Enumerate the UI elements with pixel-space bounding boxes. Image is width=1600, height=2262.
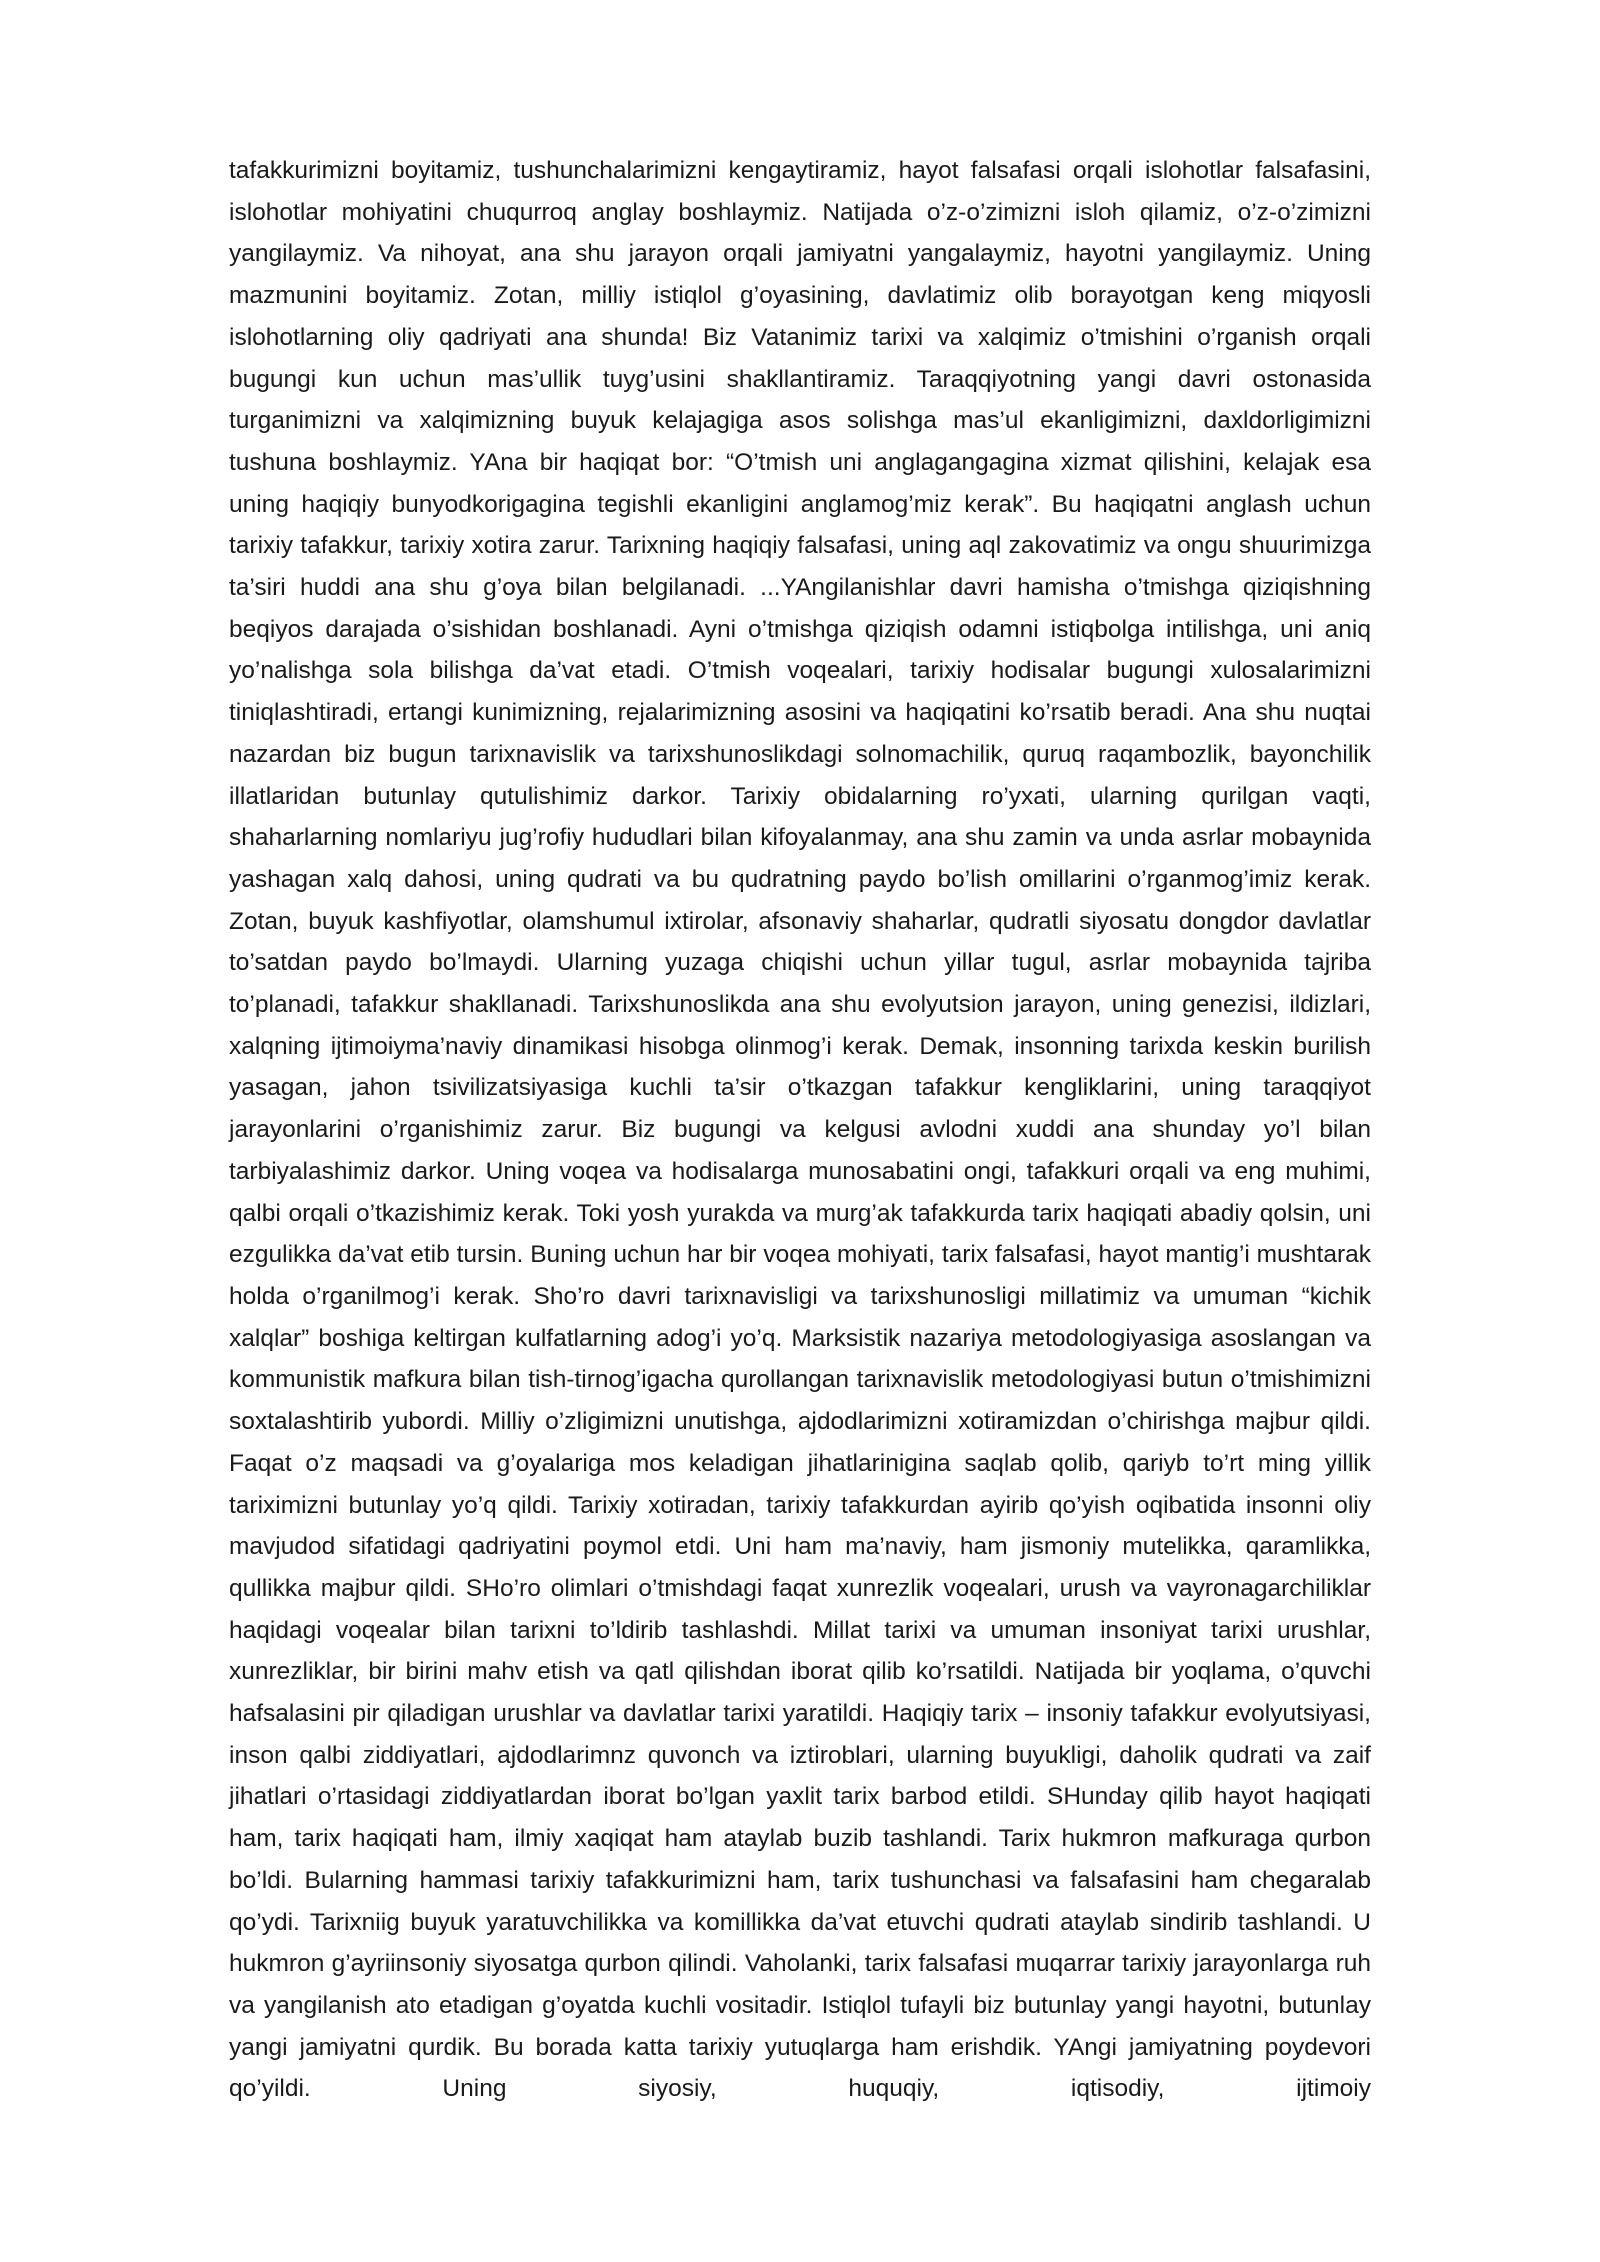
body-paragraph: tafakkurimizni boyitamiz, tushunchalarimizni kengaytiramiz, hayot falsafasi orqali islohotlar falsafasini, islohotlar mohiyatini chuqurroq anglay boshlaymiz. Natijada o’z-o’zimizni isloh qilamiz, o’z-o’zimizni yangilaymiz. Va nihoyat, ana shu jarayon orqali jamiyatni yangalaymiz, hayotni yangilaymiz. Uning mazmunini boyitamiz. Zotan, milliy istiqlol g’oyasining, davlatimiz olib borayotgan keng miqyosli islohotlarning oliy qadriyati ana shunda! Biz Vatanimiz tarixi va xalqimiz o’tmishini o’rganish orqali bugungi kun uchun mas’ullik tuyg’usini shakllantiramiz. Taraqqiyotning yangi davri ostonasida turganimizni va xalqimizning buyuk kelajagiga asos solishga mas’ul ekanligimizni, daxldorligimizni tushuna boshlaymiz. YAna bir haqiqat bor: “O’tmish uni anglagangagina xizmat qilishini, kelajak esa uning haqiqiy bunyodkorigagina tegishli ekanligini anglamog’miz kerak”. Bu haqiqatni anglash uchun tarixiy tafakkur, tarixiy xotira zarur. Tarixning haqiqiy falsafasi, uning aql zakovatimiz va ongu shuurimizga ta’siri huddi ana shu g’oya bilan belgilanadi. ...YAngilanishlar davri hamisha o’tmishga qiziqishning beqiyos darajada o’sishidan boshlanadi. Ayni o’tmishga qiziqish odamni istiqbolga intilishga, uni aniq yo’nalishga sola bilishga da’vat etadi. O’tmish voqealari, tarixiy hodisalar bugungi xulosalarimizni tiniqlashtiradi, ertangi kunimizning, rejalarimizning asosini va haqiqatini ko’rsatib beradi. Ana shu nuqtai nazardan biz bugun tarixnavislik va tarixshunoslikdagi solnomachilik, quruq raqambozlik, bayonchilik illatlaridan butunlay qutulishimiz darkor. Tarixiy obidalarning ro’yxati, ularning qurilgan vaqti, shaharlarning nomlariyu jug’rofiy hududlari bilan kifoyalanmay, ana shu zamin va unda asrlar mobaynida yashagan xalq dahosi, uning qudrati va bu qudratning paydo bo’lish omillarini o’rganmog’imiz kerak. Zotan, buyuk kashfiyotlar, olamshumul ixtirolar, afsonaviy shaharlar, qudratli siyosatu dongdor davlatlar to’satdan paydo bo’lmaydi. Ularning yuzaga chiqishi uchun yillar tugul, asrlar mobaynida tajriba to’planadi, tafakkur shakllanadi. Tarixshunoslikda ana shu evolyutsion jarayon, uning genezisi, ildizlari, xalqning ijtimoiyma’naviy dinamikasi hisobga olinmog’i kerak. Demak, insonning tarixda keskin burilish yasagan, jahon tsivilizatsiyasiga kuchli ta’sir o’tkazgan tafakkur kengliklarini, uning taraqqiyot jarayonlarini o’rganishimiz zarur. Biz bugungi va kelgusi avlodni xuddi ana shunday yo’l bilan tarbiyalashimiz darkor. Uning voqea va hodisalarga munosabatini ongi, tafakkuri orqali va eng muhimi, qalbi orqali o’tkazishimiz kerak. Toki yosh yurakda va murg’ak tafakkurda tarix haqiqati abadiy qolsin, uni ezgulikka da’vat etib tursin. Buning uchun har bir voqea mohiyati, tarix falsafasi, hayot mantig’i mushtarak holda o’rganilmog’i kerak. Sho’ro davri tarixnavisligi va tarixshunosligi millatimiz va umuman “kichik xalqlar” boshiga keltirgan kulfatlarning adog’i yo’q. Marksistik nazariya metodologiyasiga asoslangan va kommunistik mafkura bilan tish-tirnog’igacha qurollangan tarixnavislik metodologiyasi butun o’tmishimizni soxtalashtirib yubordi. Milliy o’zligimizni unutishga, ajdodlarimizni xotiramizdan o’chirishga majbur qildi. Faqat o’z maqsadi va g’oyalariga mos keladigan jihatlarinigina saqlab qolib, qariyb to’rt ming yillik tariximizni butunlay yo’q qildi. Tarixiy xotiradan, tarixiy tafakkurdan ayirib qo’yish oqibatida insonni oliy mavjudod sifatidagi qadriyatini poymol etdi. Uni ham ma’naviy, ham jismoniy mutelikka, qaramlikka, qullikka majbur qildi. SHo’ro olimlari o’tmishdagi faqat xunrezlik voqealari, urush va vayronagarchiliklar haqidagi voqealar bilan tarixni to’ldirib tashlashdi. Millat tarixi va umuman insoniyat tarixi urushlar, xunrezliklar, bir birini mahv etish va qatl qilishdan iborat qilib ko’rsatildi. Natijada bir yoqlama, o’quvchi hafsalasini pir qiladigan urushlar va davlatlar tarixi yaratildi. Haqiqiy tarix – insoniy tafakkur evolyutsiyasi, inson qalbi ziddiyatlari, ajdodlarimnz quvonch va iztiroblari, ularning buyukligi, daholik qudrati va zaif jihatlari o’rtasidagi ziddiyatlardan iborat bo’lgan yaxlit tarix barbod etildi. SHunday qilib hayot haqiqati ham, tarix haqiqati ham, ilmiy xaqiqat ham ataylab buzib tashlandi. Tarix hukmron mafkuraga qurbon bo’ldi. Bularning hammasi tarixiy tafakkurimizni ham, tarix tushunchasi va falsafasini ham chegaralab qo’ydi. Tarixniig buyuk yaratuvchilikka va komillikka da’vat etuvchi qudrati ataylab sindirib tashlandi. U hukmron g’ayriinsoniy siyosatga qurbon qilindi. Vaholanki, tarix falsafasi muqarrar tarixiy jarayonlarga ruh va yangilanish ato etadigan g’oyatda kuchli vositadir. Istiqlol tufayli biz butunlay yangi hayotni, butunlay yangi jamiyatni qurdik. Bu borada katta tarixiy yutuqlarga ham erishdik. YAngi jamiyatning poydevori qo’yildi. Uning siyosiy, huquqiy, iqtisodiy, ijtimoiy xyxy=(229,157,1371,2103)
body-text-block xyxy=(229,150,1371,2110)
